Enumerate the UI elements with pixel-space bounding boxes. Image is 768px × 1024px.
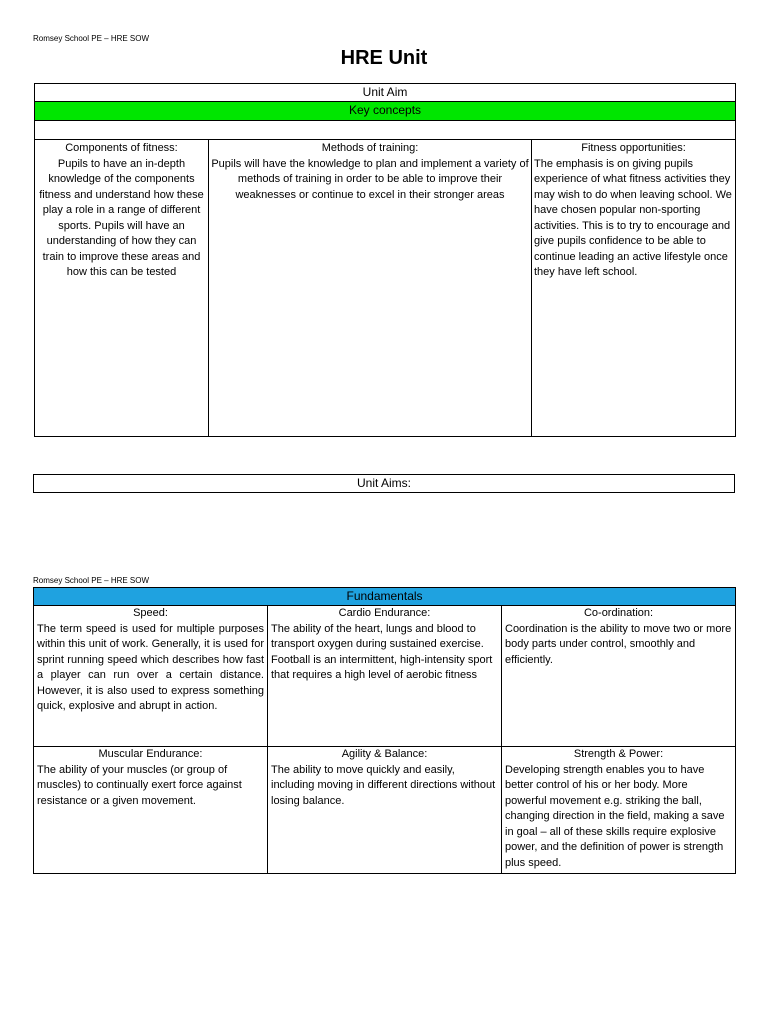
concept-title: Components of fitness: [65,142,178,154]
fundamental-body: The ability to move quickly and easily, including moving in different directions without losing balance. [271,763,496,807]
fundamental-cell-cardio [268,606,502,747]
concept-cell-methods [209,140,532,437]
fundamentals-table [33,587,736,874]
fundamental-title: Cardio Endurance: [338,607,431,619]
fundamental-title: Speed: [133,607,168,619]
fundamental-body: The ability of the heart, lungs and blood to transport oxygen during sustained exercise. Football is an intermittent, high-intensity sport that requires a high level of aerobic fitness [271,622,493,681]
fundamental-cell-strength [502,747,736,874]
fundamental-body: The ability of your muscles (or group of muscles) to continually exert force against resistance or a given movement. [37,763,242,807]
unit-aims-box: Unit Aims: [33,474,735,493]
blank-row [35,121,736,140]
unit-aim-table [34,83,736,437]
concept-cell-opportunities [532,140,736,437]
concept-cell-components [35,140,209,437]
key-concepts-heading: Key concepts [35,102,736,121]
page-title: HRE Unit [340,47,428,69]
header-note: Romsey School PE – HRE SOW [33,34,150,43]
concept-title: Methods of training: [321,142,419,154]
concept-body: Pupils will have the knowledge to plan and implement a variety of methods of training in order to be able to improve their weaknesses or continue to excel in their stronger areas [211,157,529,201]
fundamental-cell-speed [34,606,268,747]
fundamental-cell-muscular [34,747,268,874]
fundamental-body: The term speed is used for multiple purposes within this unit of work. Generally, it is used for sprint running speed which describes how fast a player can run over a certain distance. However, it is also used to express something quick, explosive and abrupt in action. [37,622,264,712]
fundamental-title: Agility & Balance: [341,748,428,760]
unit-aim-heading: Unit Aim [35,84,736,102]
concept-title: Fitness opportunities: [581,142,686,154]
concept-body: Pupils to have an in-depth knowledge of the components fitness and understand how these play a role in a range of different sports. Pupils will have an understanding of how they can train to improve these areas and how this can be tested [39,157,204,278]
fundamental-title: Strength & Power: [573,748,664,760]
concept-body: The emphasis is on giving pupils experience of what fitness activities they may wish to do when leaving school. We have chosen popular non-sporting activities. This is to try to encourage and give pupils confidence to be able to continue leading an active lifestyle once they have left school. [534,157,732,278]
fundamental-cell-agility [268,747,502,874]
footer-note: Romsey School PE – HRE SOW [33,576,150,585]
fundamental-cell-coordination [502,606,736,747]
fundamental-body: Developing strength enables you to have better control of his or her body. More powerful movement e.g. striking the ball, changing direction in the field, making a save in goal – all of these skills require explosive power, and the definition of power is strength plus speed. [505,763,725,869]
fundamental-title: Muscular Endurance: [98,748,203,760]
fundamental-title: Co-ordination: [583,607,654,619]
fundamental-body: Coordination is the ability to move two or more body parts under control, smoothly and efficiently. [505,622,732,666]
fundamentals-heading: Fundamentals [34,588,736,606]
